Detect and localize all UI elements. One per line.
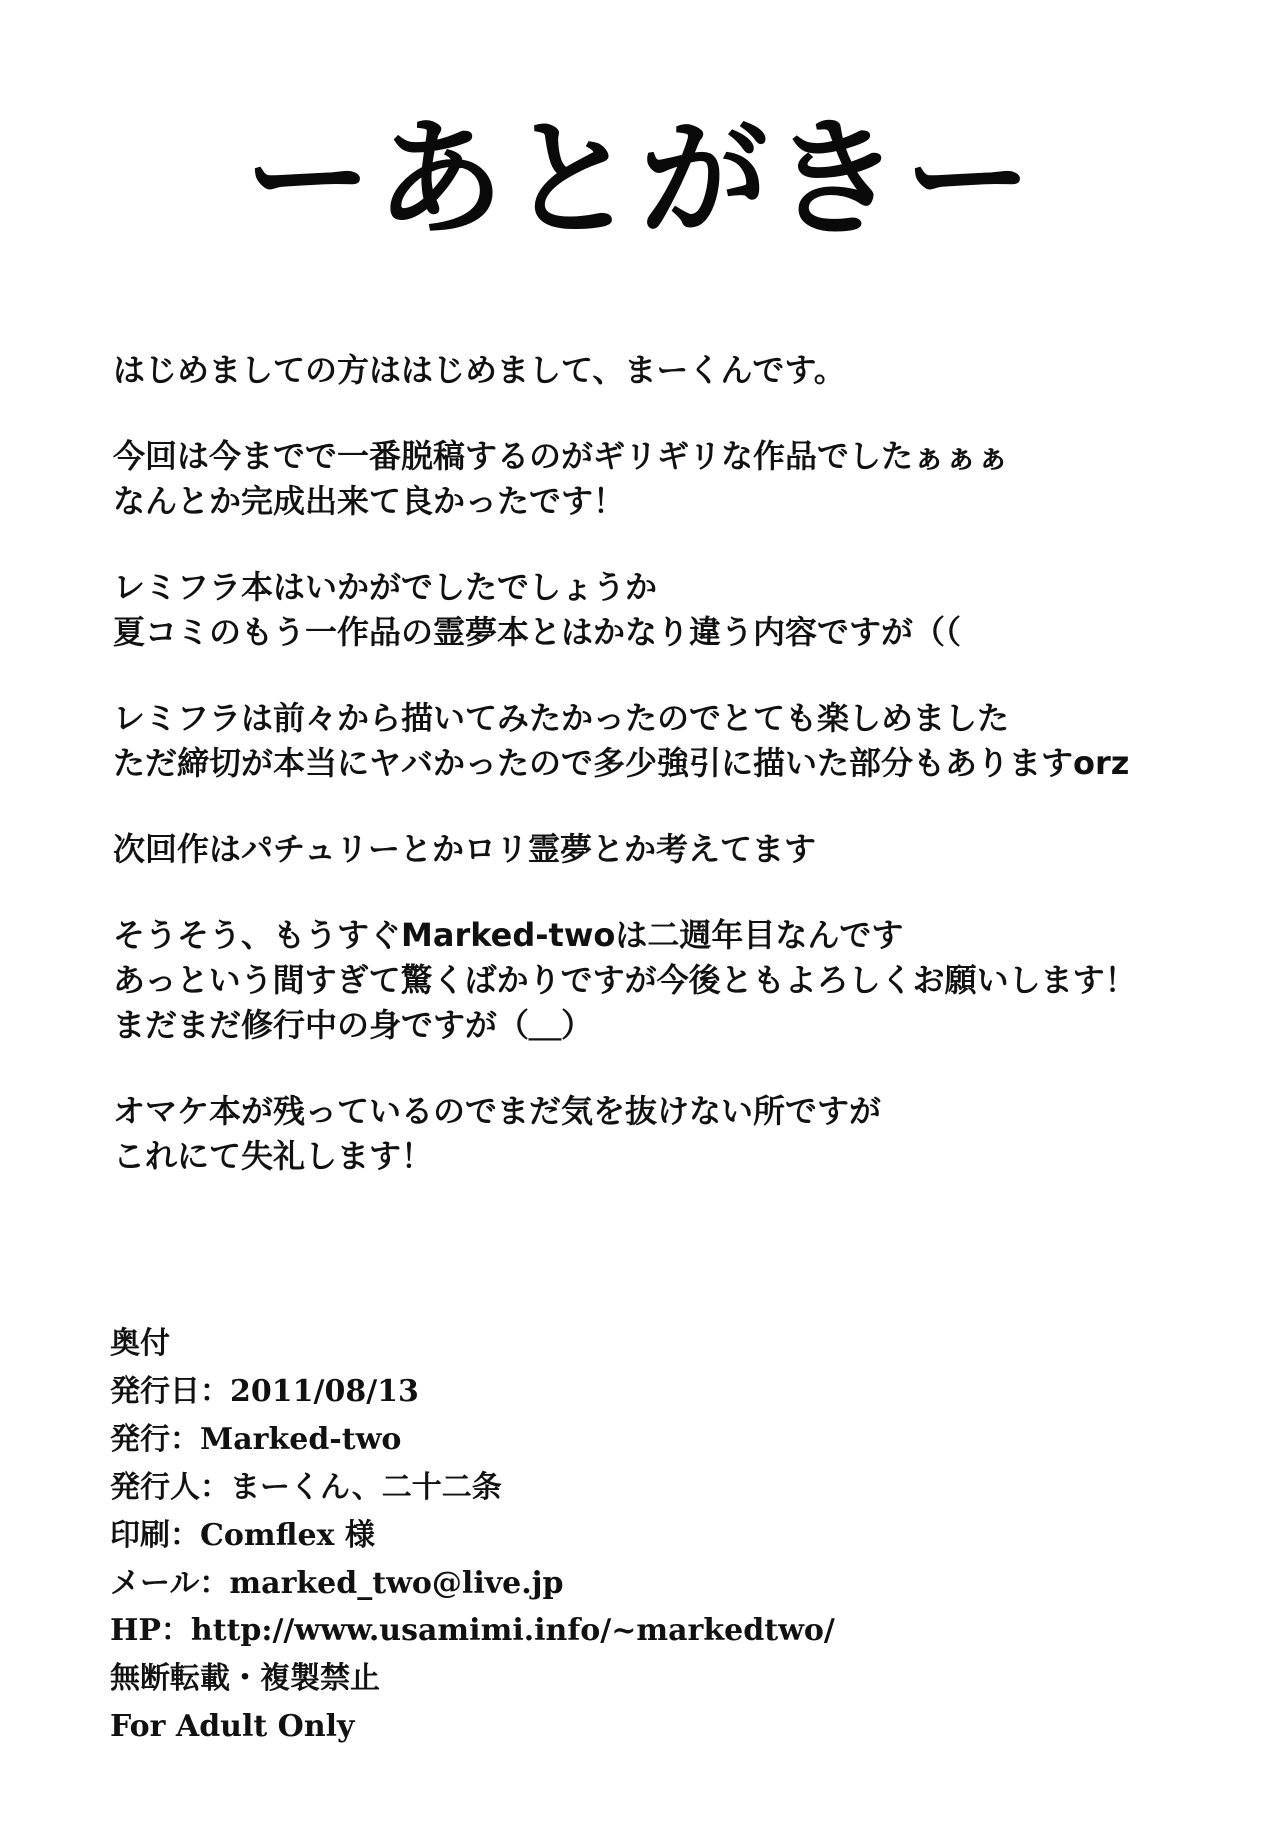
text-line: レミフラは前々から描いてみたかったのでとても楽しめました <box>113 699 1010 737</box>
text-line: はじめましての方ははじめまして、まーくんです。 <box>113 351 846 389</box>
paragraph-closing <box>113 1089 1193 1179</box>
colophon-issuer: 発行人：まーくん、二十二条 <box>110 1469 502 1505</box>
paragraph-remifura <box>113 565 1193 655</box>
colophon-heading: 奥付 <box>110 1326 170 1361</box>
text-line: そうそう、もうすぐMarked-twoは二週年目なんです <box>113 916 904 954</box>
text-line: レミフラ本はいかがでしたでしょうか <box>113 568 658 606</box>
colophon-no-reproduction: 無断転載・複製禁止 <box>110 1661 380 1697</box>
paragraph-deadline <box>113 434 1193 524</box>
text-line: まだまだ修行中の身ですが（＿） <box>113 1006 594 1044</box>
colophon-email: メール：marked_two@live.jp <box>110 1565 564 1601</box>
text-line: 今回は今までで一番脱稿するのがギリギリな作品でしたぁぁぁ <box>113 437 1010 475</box>
text-line: 夏コミのもう一作品の霊夢本とはかなり違う内容ですが（（ <box>113 613 962 651</box>
text-line: 次回作はパチュリーとかロリ霊夢とか考えてます <box>113 830 817 868</box>
paragraph-anniversary <box>113 913 1193 1048</box>
colophon-homepage: HP：http://www.usamimi.info/~markedtwo/ <box>110 1613 835 1649</box>
text-line: なんとか完成出来て良かったです！ <box>113 482 626 520</box>
paragraph-greeting <box>113 348 1193 393</box>
paragraph-enjoyed <box>113 696 1193 786</box>
colophon-publisher: 発行：Marked-two <box>110 1421 402 1457</box>
text-line: オマケ本が残っているのでまだ気を抜けない所ですが <box>113 1092 882 1130</box>
page-title: ーあとがきー <box>243 105 1036 254</box>
colophon-printer: 印刷：Comflex 様 <box>110 1517 375 1553</box>
paragraph-next-work <box>113 827 1193 872</box>
text-line: ただ締切が本当にヤバかったので多少強引に描いた部分もありますorz <box>113 744 1130 782</box>
afterword-body <box>113 348 1193 1220</box>
colophon <box>110 1320 1190 1751</box>
text-line: あっという間すぎて驚くばかりですが今後ともよろしくお願いします！ <box>113 961 1137 999</box>
colophon-issue-date: 発行日：2011/08/13 <box>110 1373 419 1409</box>
text-line: これにて失礼します！ <box>113 1137 434 1175</box>
colophon-adult-notice: For Adult Only <box>110 1709 355 1745</box>
